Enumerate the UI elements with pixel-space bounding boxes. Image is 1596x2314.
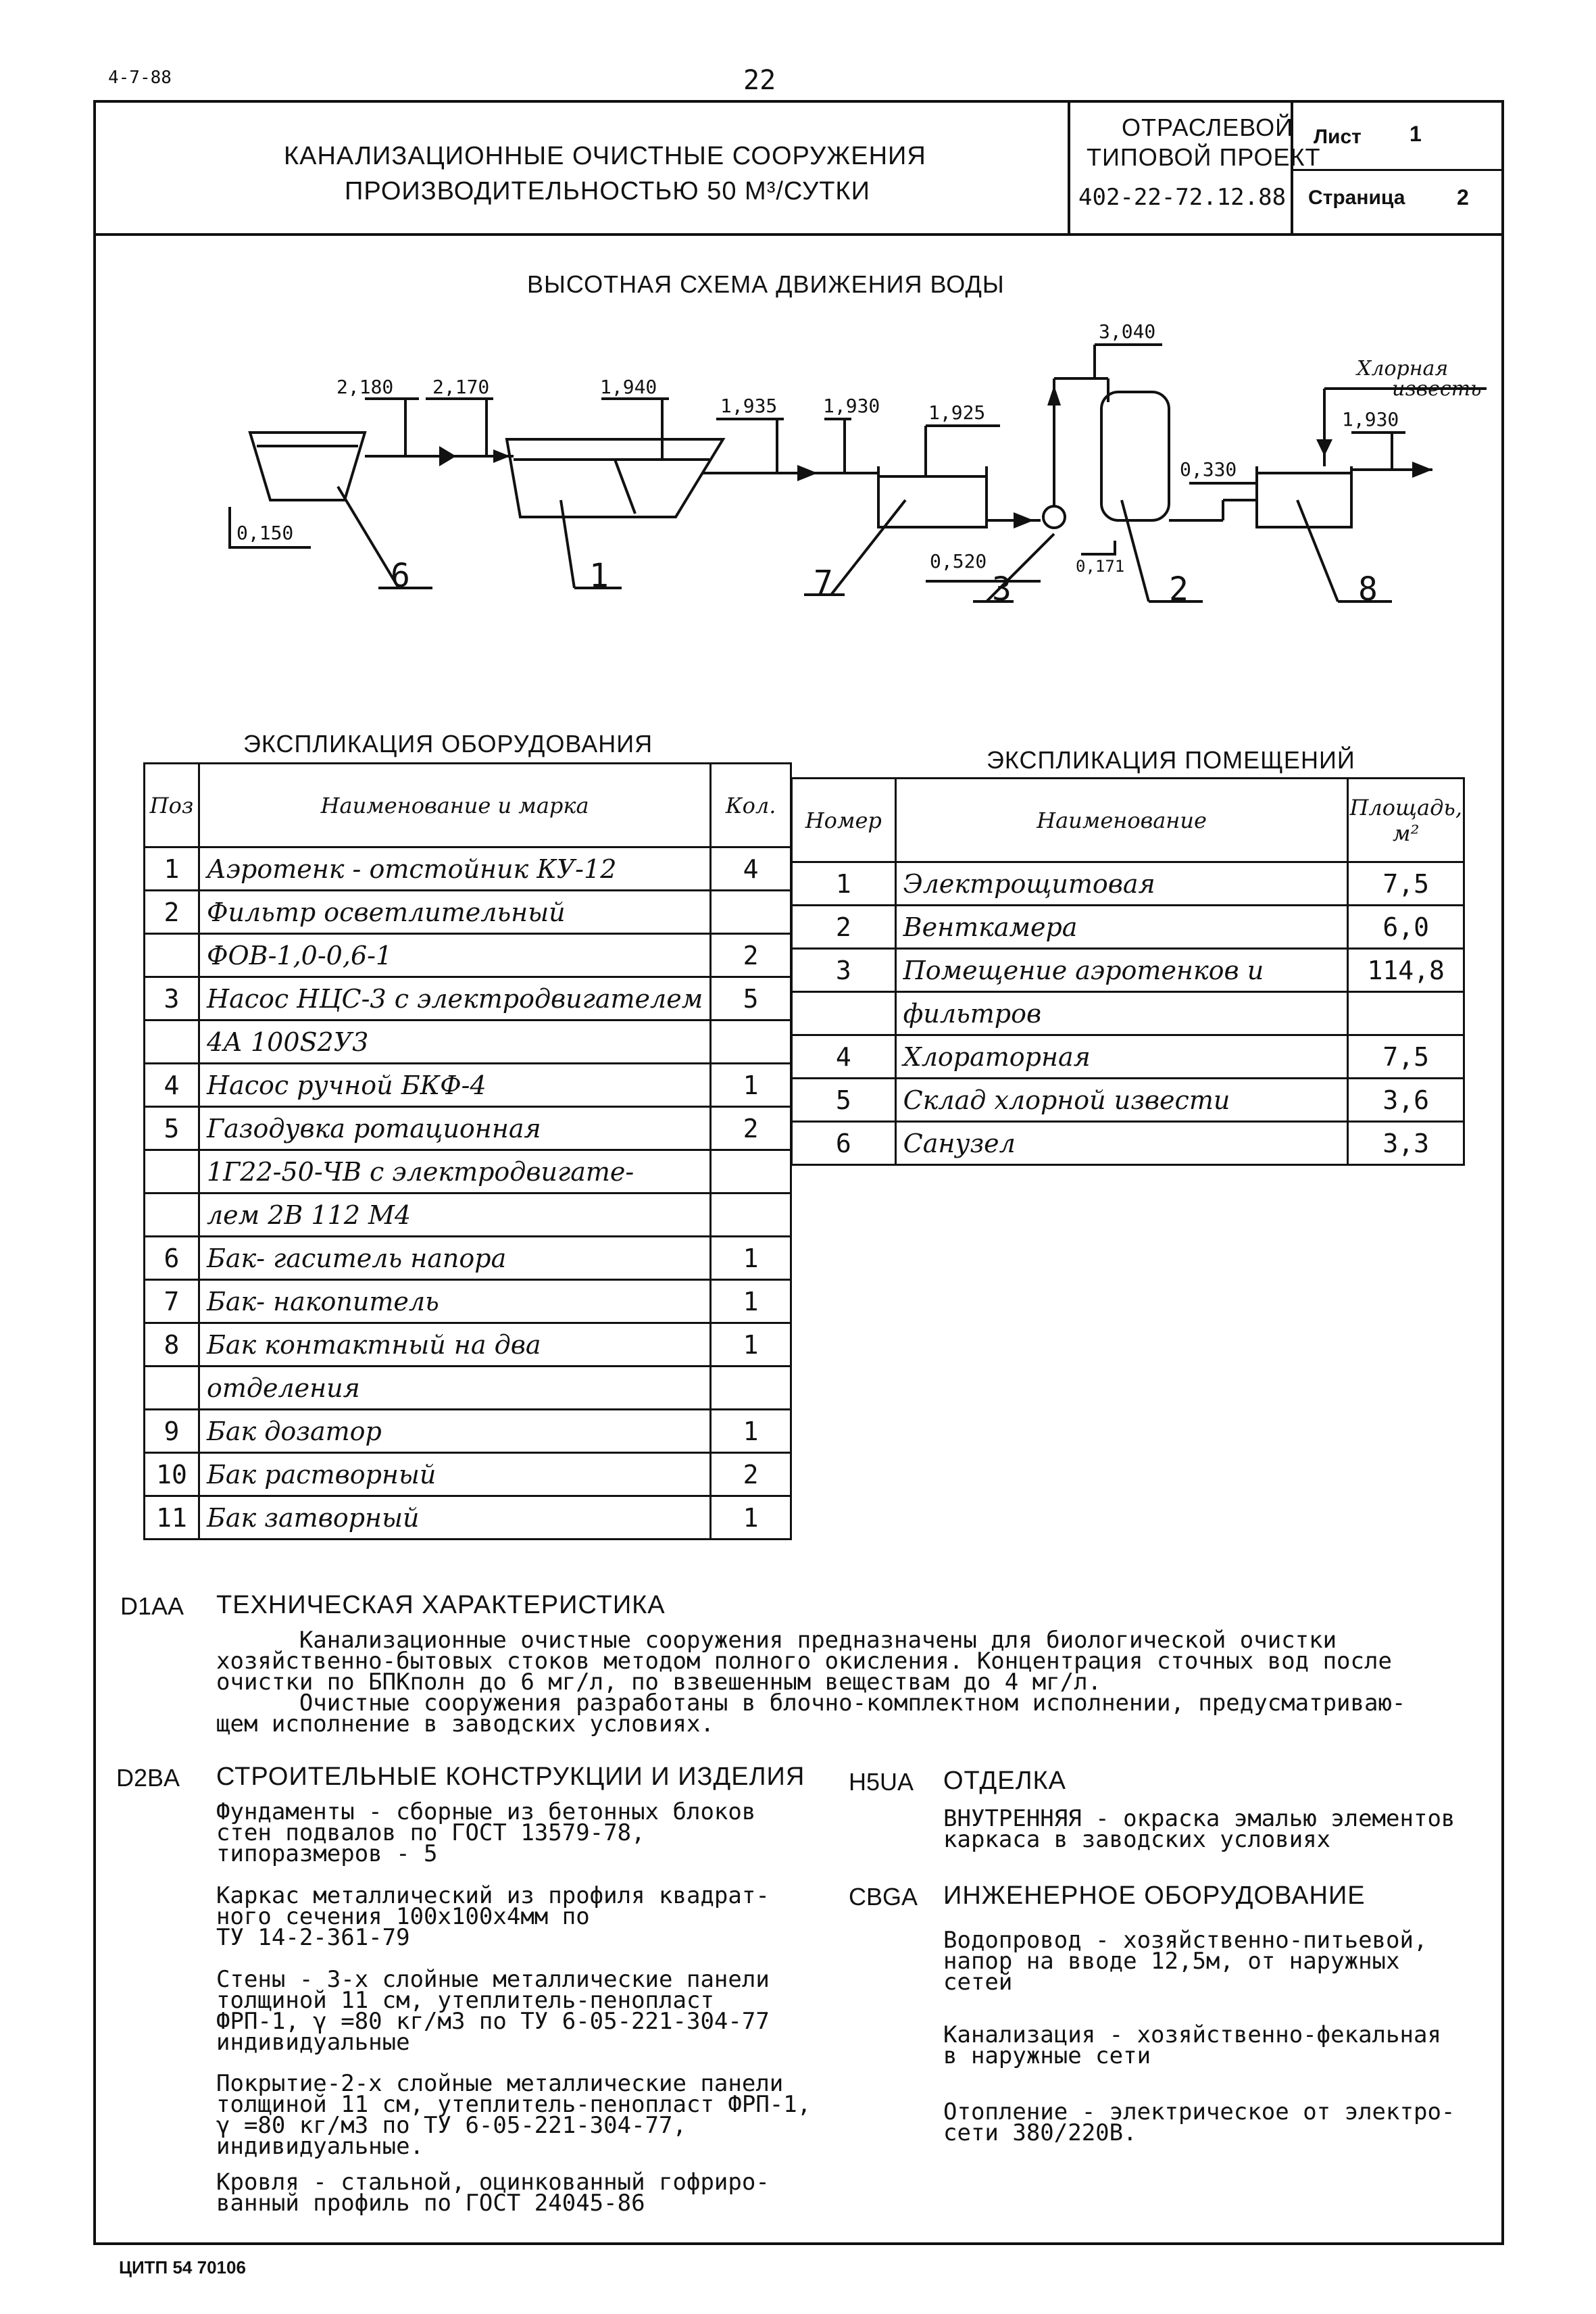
engineering-heating: Отопление - электрическое от электро- сети 380/220В.: [943, 2098, 1455, 2146]
rooms-table-title: ЭКСПЛИКАЦИЯ ПОМЕЩЕНИЙ: [987, 746, 1355, 774]
equipment-name: отделения: [199, 1367, 710, 1410]
equipment-row: [145, 1367, 791, 1410]
equipment-qty: [711, 1020, 791, 1064]
level-0520: 0,520: [930, 550, 987, 572]
equipment-table: [143, 762, 792, 1540]
rooms-row: [792, 992, 1464, 1035]
equipment-name: 1Г22-50-ЧВ с электродвигате-: [199, 1150, 710, 1193]
rooms-table: [791, 777, 1465, 1166]
construct-code: D2BA: [116, 1764, 180, 1792]
equipment-name: ФОВ-1,0-0,6-1: [199, 934, 710, 977]
tech-title: ТЕХНИЧЕСКАЯ ХАРАКТЕРИСТИКА: [216, 1591, 666, 1619]
rooms-row: [792, 1079, 1464, 1122]
item-number-8: 8: [1358, 570, 1378, 608]
room-area: 3,6: [1348, 1079, 1464, 1122]
item-number-3: 3: [992, 570, 1012, 608]
rooms-table-body: [792, 862, 1464, 1165]
page-number: 22: [743, 65, 776, 96]
equipment-qty: 1: [711, 1280, 791, 1323]
page-label: Страница: [1308, 187, 1405, 209]
construct-foundations: Фундаменты - сборные из бетонных блоков стен подвалов по ГОСТ 13579-78, типоразмеров - 5: [216, 1798, 756, 1867]
date-code: 4-7-88: [108, 68, 172, 88]
item-number-2: 2: [1169, 570, 1189, 608]
equipment-pos: 1: [145, 847, 199, 891]
equipment-pos: 5: [145, 1107, 199, 1150]
equipment-qty: 2: [711, 1107, 791, 1150]
equipment-qty: 1: [711, 1323, 791, 1367]
level-1930: 1,930: [823, 395, 880, 417]
level-1925: 1,925: [928, 401, 986, 424]
equipment-qty: [711, 1193, 791, 1237]
engineering-title: ИНЖЕНЕРНОЕ ОБОРУДОВАНИЕ: [943, 1881, 1366, 1910]
equipment-name: 4А 100S2У3: [199, 1020, 710, 1064]
project-code: 402-22-72.12.88: [1078, 184, 1287, 211]
room-number: 2: [792, 906, 896, 949]
finish-title: ОТДЕЛКА: [943, 1767, 1067, 1795]
equipment-name: лем 2В 112 М4: [199, 1193, 710, 1237]
equipment-row: [145, 1496, 791, 1540]
equipment-name: Аэротенк - отстойник КУ-12: [199, 847, 710, 891]
document-title-line1: КАНАЛИЗАЦИОННЫЕ ОЧИСТНЫЕ СООРУЖЕНИЯ: [284, 142, 926, 170]
room-number: 1: [792, 862, 896, 906]
filter-2-shape: [1101, 392, 1169, 520]
equipment-row: [145, 1107, 791, 1150]
room-area: 6,0: [1348, 906, 1464, 949]
equipment-qty: 1: [711, 1237, 791, 1280]
equipment-qty: 5: [711, 977, 791, 1020]
equipment-name: Бак- гаситель напора: [199, 1237, 710, 1280]
room-number: 3: [792, 949, 896, 992]
level-0171: 0,171: [1076, 557, 1125, 576]
rooms-row: [792, 949, 1464, 992]
room-area: 7,5: [1348, 1035, 1464, 1079]
equipment-row: [145, 1323, 791, 1367]
equipment-row: [145, 891, 791, 934]
chlorine-label-1: Хлорная: [1357, 357, 1449, 380]
rooms-row: [792, 1122, 1464, 1165]
level-0150: 0,150: [236, 522, 294, 544]
equipment-row: [145, 1064, 791, 1107]
engineering-water: Водопровод - хозяйственно-питьевой, напор на вводе 12,5м, от наружных сетей: [943, 1927, 1428, 1996]
equipment-header-name: Наименование и марка: [199, 764, 710, 847]
equipment-row: [145, 1020, 791, 1064]
construct-roof-panels: Покрытие-2-х слойные металлические панели толщиной 11 см, утеплитель-пенопласт ФРП-1, γ =80 кг/м3 по ТУ 6-05-221-304-77, индивидуальные.: [216, 2070, 812, 2160]
item-number-6: 6: [391, 557, 410, 595]
rooms-row: [792, 1035, 1464, 1079]
room-number: [792, 992, 896, 1035]
tech-code: D1AA: [120, 1592, 184, 1620]
equipment-row: [145, 934, 791, 977]
construct-roofing: Кровля - стальной, оцинкованный гофриро- ванный профиль по ГОСТ 24045-86: [216, 2169, 770, 2217]
tech-paragraph: [216, 1627, 1406, 1738]
equipment-name: Бак контактный на два: [199, 1323, 710, 1367]
equipment-pos: [145, 1367, 199, 1410]
equipment-header-qty: Кол.: [711, 764, 791, 847]
equipment-qty: [711, 1367, 791, 1410]
tank-1-shape: [507, 439, 723, 517]
equipment-qty: [711, 891, 791, 934]
room-name: фильтров: [895, 992, 1348, 1035]
equipment-row: [145, 977, 791, 1020]
page-value: 2: [1457, 185, 1469, 210]
equipment-qty: [711, 1150, 791, 1193]
equipment-name: Бак растворный: [199, 1453, 710, 1496]
equipment-name: Газодувка ротационная: [199, 1107, 710, 1150]
finish-code: H5UA: [849, 1768, 914, 1796]
room-name: Электрощитовая: [895, 862, 1348, 906]
room-name: Склад хлорной извести: [895, 1079, 1348, 1122]
equipment-pos: [145, 1193, 199, 1237]
level-2170: 2,170: [432, 376, 490, 398]
equipment-row: [145, 1193, 791, 1237]
tech-line: Канализационные очистные сооружения предназначены для биологической очистки: [216, 1627, 1337, 1654]
construct-frame: Каркас металлический из профиля квадрат- ного сечения 100х100х4мм по ТУ 14-2-361-79: [216, 1882, 770, 1951]
equipment-qty: 1: [711, 1496, 791, 1540]
tech-line: Очистные сооружения разработаны в блочно-комплектном исполнении, предусматриваю-: [216, 1690, 1406, 1717]
room-area: 7,5: [1348, 862, 1464, 906]
room-number: 4: [792, 1035, 896, 1079]
equipment-pos: 4: [145, 1064, 199, 1107]
equipment-row: [145, 1410, 791, 1453]
sheet-value: 1: [1410, 122, 1422, 146]
equipment-qty: 2: [711, 1453, 791, 1496]
equipment-pos: 7: [145, 1280, 199, 1323]
equipment-qty: 4: [711, 847, 791, 891]
scheme-title: ВЫСОТНАЯ СХЕМА ДВИЖЕНИЯ ВОДЫ: [527, 270, 1005, 298]
rooms-row: [792, 906, 1464, 949]
level-0330: 0,330: [1180, 458, 1237, 481]
equipment-pos: 11: [145, 1496, 199, 1540]
room-name: Венткамера: [895, 906, 1348, 949]
room-area: [1348, 992, 1464, 1035]
equipment-qty: 2: [711, 934, 791, 977]
construct-walls: Стены - 3-х слойные металлические панели толщиной 11 см, утеплитель-пенопласт ФРП-1, γ =80 кг/м3 по ТУ 6-05-221-304-77 индивидуальные: [216, 1966, 770, 2056]
flow-scheme-diagram: [0, 0, 1596, 649]
room-area: 3,3: [1348, 1122, 1464, 1165]
construct-title: СТРОИТЕЛЬНЫЕ КОНСТРУКЦИИ И ИЗДЕЛИЯ: [216, 1763, 805, 1791]
tech-line: хозяйственно-бытовых стоков методом полного окисления. Концентрация сточных вод после: [216, 1648, 1392, 1675]
room-name: Помещение аэротенков и: [895, 949, 1348, 992]
room-name: Хлораторная: [895, 1035, 1348, 1079]
equipment-row: [145, 1237, 791, 1280]
rooms-row: [792, 862, 1464, 906]
room-number: 5: [792, 1079, 896, 1122]
equipment-row: [145, 1280, 791, 1323]
equipment-pos: 3: [145, 977, 199, 1020]
level-1930-out: 1,930: [1342, 408, 1399, 430]
equipment-pos: [145, 934, 199, 977]
level-2180: 2,180: [336, 376, 394, 398]
project-type-line1: ОТРАСЛЕВОЙ: [1122, 114, 1293, 141]
equipment-pos: 2: [145, 891, 199, 934]
equipment-row: [145, 1150, 791, 1193]
equipment-header-pos: Поз: [145, 764, 199, 847]
equipment-pos: 8: [145, 1323, 199, 1367]
equipment-table-title: ЭКСПЛИКАЦИЯ ОБОРУДОВАНИЯ: [243, 730, 653, 758]
equipment-pos: 9: [145, 1410, 199, 1453]
equipment-row: [145, 1453, 791, 1496]
engineering-sewer: Канализация - хозяйственно-фекальная в наружные сети: [943, 2021, 1441, 2069]
equipment-pos: 10: [145, 1453, 199, 1496]
equipment-row: [145, 847, 791, 891]
pump-3-shape: [1043, 506, 1065, 528]
equipment-name: Бак дозатор: [199, 1410, 710, 1453]
room-name: Санузел: [895, 1122, 1348, 1165]
equipment-pos: [145, 1150, 199, 1193]
sheet-label: Лист: [1314, 126, 1362, 148]
level-1940: 1,940: [600, 376, 657, 398]
engineering-code: CBGA: [849, 1883, 918, 1911]
equipment-qty: 1: [711, 1064, 791, 1107]
equipment-name: Фильтр осветлительный: [199, 891, 710, 934]
room-area: 114,8: [1348, 949, 1464, 992]
equipment-name: Бак затворный: [199, 1496, 710, 1540]
rooms-header-area: Площадь, м²: [1348, 779, 1464, 862]
equipment-pos: [145, 1020, 199, 1064]
item-number-1: 1: [589, 557, 609, 595]
rooms-header-name: Наименование: [895, 779, 1348, 862]
footer-stamp: ЦИТП 54 70106: [119, 2257, 246, 2278]
equipment-pos: 6: [145, 1237, 199, 1280]
room-number: 6: [792, 1122, 896, 1165]
document-title-line2: ПРОИЗВОДИТЕЛЬНОСТЬЮ 50 М³/СУТКИ: [345, 177, 870, 205]
equipment-name: Бак- накопитель: [199, 1280, 710, 1323]
finish-text: ВНУТРЕННЯЯ - окраска эмалью элементов каркаса в заводских условиях: [943, 1805, 1455, 1853]
level-3040: 3,040: [1099, 320, 1156, 343]
project-type-line2: ТИПОВОЙ ПРОЕКТ: [1087, 143, 1321, 171]
equipment-table-body: [145, 847, 791, 1540]
equipment-qty: 1: [711, 1410, 791, 1453]
item-number-7: 7: [814, 564, 833, 601]
tech-line: очистки по БПКполн до 6 мг/л, по взвешенным веществам до 4 мг/л.: [216, 1669, 1102, 1696]
rooms-header-number: Номер: [792, 779, 896, 862]
tank-6-shape: [250, 433, 365, 500]
equipment-name: Насос НЦС-3 с электродвигателем: [199, 977, 710, 1020]
level-1935: 1,935: [720, 395, 778, 417]
equipment-name: Насос ручной БКФ-4: [199, 1064, 710, 1107]
chlorine-label-2: известь: [1392, 377, 1482, 401]
tech-line: щем исполнение в заводских условиях.: [216, 1710, 714, 1738]
